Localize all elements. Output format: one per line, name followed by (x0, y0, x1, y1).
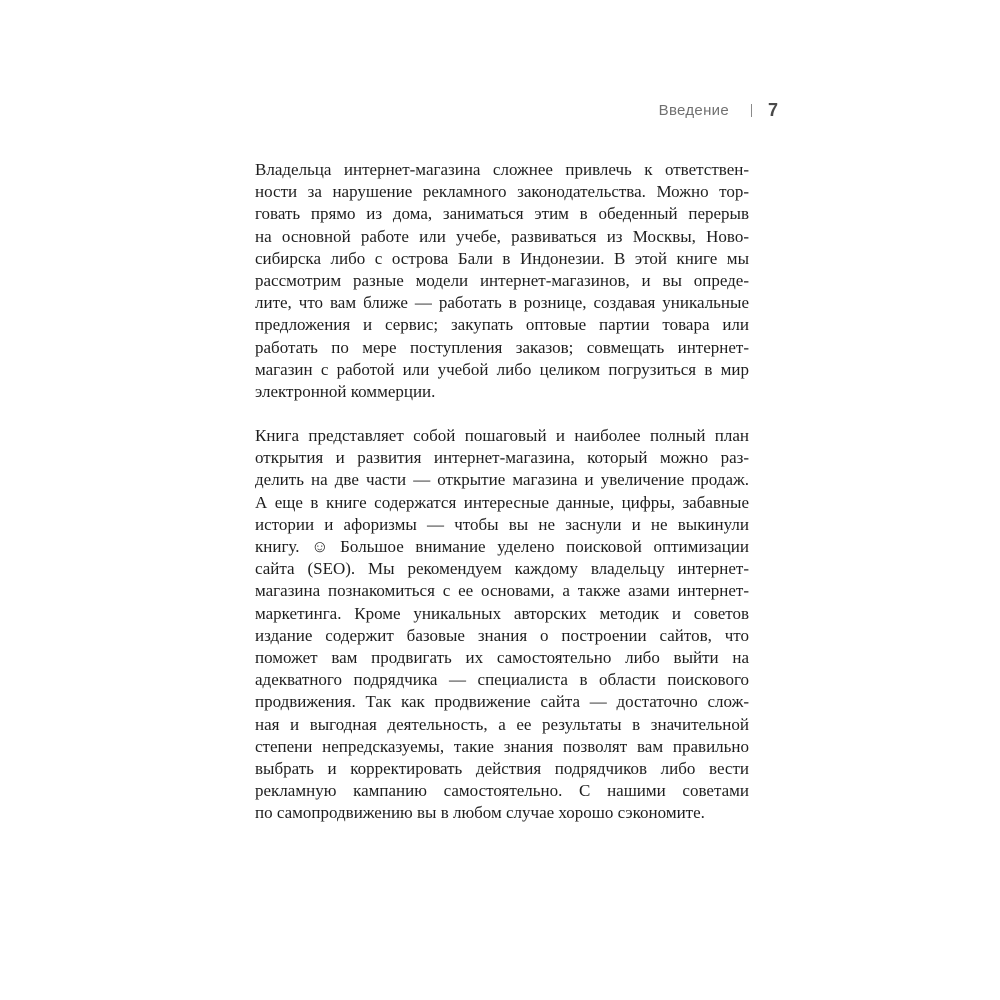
text-line: Владельца интернет-магазина сложнее привлечь к ответствен- (255, 160, 749, 179)
text-line: выбрать и корректировать действия подрядчиков либо вести (255, 758, 749, 778)
text-line: электронной коммерции. (255, 381, 436, 401)
text-line: работать по мере поступления заказов; совмещать интернет- (255, 337, 749, 357)
text-line: адекватного подрядчика — специалиста в области поискового (255, 670, 749, 690)
page-number: 7 (767, 100, 778, 120)
text-line: говать прямо из дома, заниматься этим в обеденный перерыв (255, 204, 749, 224)
text-line: истории и афоризмы — чтобы вы не заснули и не выкинули (255, 514, 749, 534)
running-header (659, 100, 778, 121)
text-line: рекламную кампанию самостоятельно. С нашими советами (255, 781, 749, 801)
text-line: лите, что вам ближе — работать в рознице, создавая уникальные (255, 293, 749, 313)
text-line: ная и выгодная деятельность, а ее результаты в значительной (255, 714, 749, 734)
paragraph-1 (255, 159, 749, 403)
text-line: ности за нарушение рекламного законодательства. Можно тор- (255, 182, 749, 202)
text-line: Книга представляет собой пошаговый и наиболее полный план (255, 426, 749, 446)
text-line: издание содержит базовые знания о построении сайтов, что (255, 625, 749, 645)
text-line: рассмотрим разные модели интернет-магазинов, и вы опреде- (255, 270, 749, 290)
text-line: сибирска либо с острова Бали в Индонезии. В этой книге мы (255, 248, 749, 268)
text-line: предложения и сервис; закупать оптовые партии товара или (255, 315, 749, 335)
text-line: сайта (SEO). Мы рекомендуем каждому владельцу интернет- (255, 559, 749, 579)
text-line: делить на две части — открытие магазина и увеличение продаж. (255, 470, 749, 490)
text-line: магазин с работой или учебой либо целиком погрузиться в мир (255, 359, 749, 379)
text-line: на основной работе или учебе, развиваться из Москвы, Ново- (255, 226, 749, 246)
text-line: А еще в книге содержатся интересные данные, цифры, забавные (255, 492, 749, 512)
text-line: по самопродвижению вы в любом случае хорошо сэкономите. (255, 803, 705, 823)
header-separator (751, 104, 752, 117)
text-line: книгу. ☺ Большое внимание уделено поисковой оптимизации (255, 537, 749, 556)
text-line: поможет вам продвигать их самостоятельно либо выйти на (255, 647, 749, 667)
text-line: степени непредсказуемы, такие знания позволят вам правильно (255, 736, 749, 756)
text-line: открытия и развития интернет-магазина, который можно раз- (255, 448, 749, 468)
text-line: продвижения. Так как продвижение сайта — достаточно слож- (255, 692, 749, 712)
section-title: Введение (658, 102, 729, 119)
paragraph-2 (255, 425, 749, 824)
text-line: магазина познакомиться с ее основами, а также азами интернет- (255, 581, 749, 601)
body-text (255, 159, 749, 824)
text-line: маркетинга. Кроме уникальных авторских методик и советов (255, 603, 749, 623)
